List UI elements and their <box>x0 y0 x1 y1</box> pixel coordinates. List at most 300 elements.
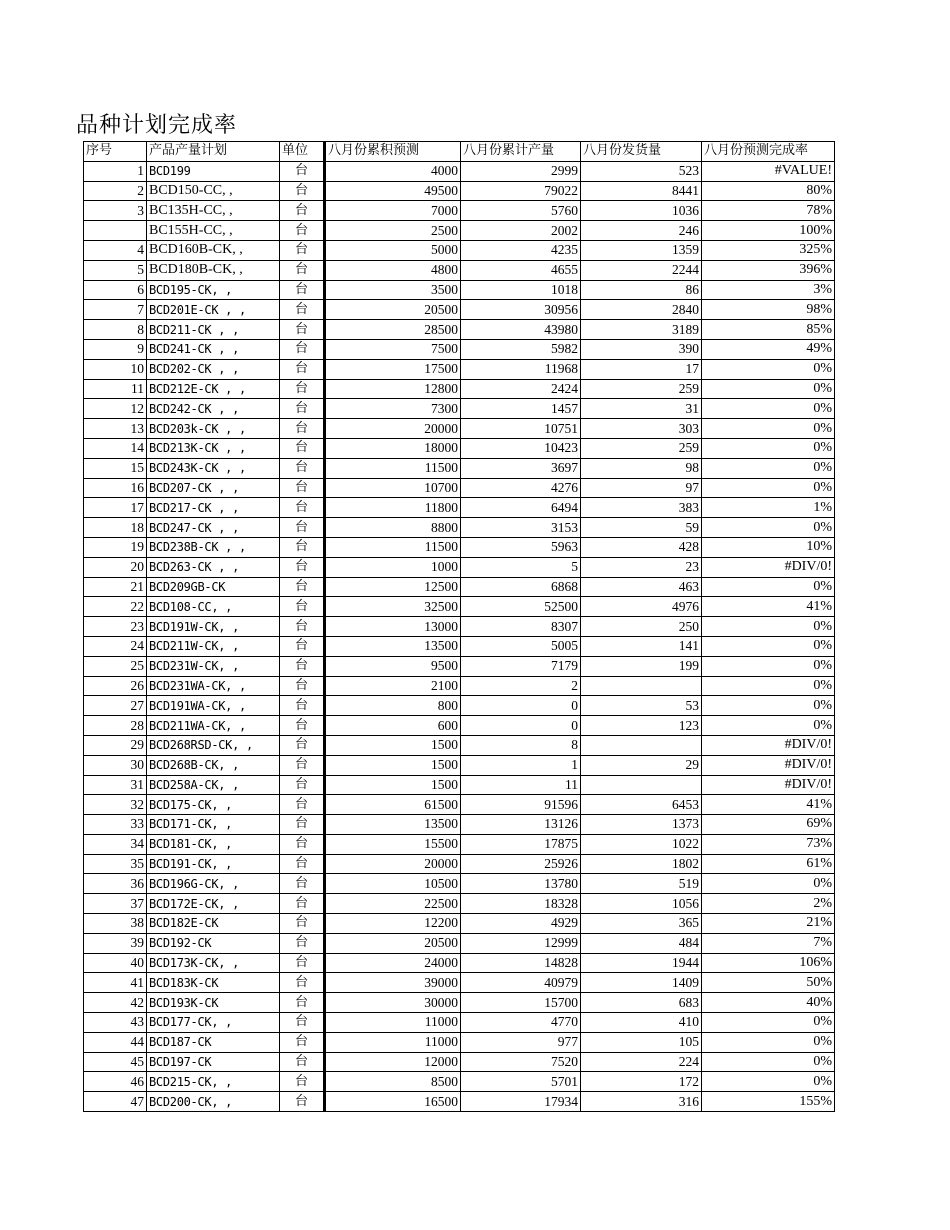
row-seq: 9 <box>84 339 147 359</box>
row-output: 5 <box>461 557 581 577</box>
row-forecast: 13500 <box>325 636 461 656</box>
row-product: BCD175-CK, , <box>147 795 280 815</box>
table-row <box>84 260 835 280</box>
row-product: BCD217-CK , , <box>147 498 280 518</box>
row-forecast: 1500 <box>325 735 461 755</box>
row-unit: 台 <box>280 676 325 696</box>
row-rate: 0% <box>702 438 835 458</box>
row-output: 4929 <box>461 914 581 934</box>
row-shipment: 4976 <box>581 597 702 617</box>
row-rate: 41% <box>702 795 835 815</box>
row-forecast: 1000 <box>325 557 461 577</box>
row-rate: 0% <box>702 359 835 379</box>
row-rate: 0% <box>702 379 835 399</box>
row-shipment: 1036 <box>581 201 702 221</box>
table-row <box>84 933 835 953</box>
row-output: 4770 <box>461 1013 581 1033</box>
row-forecast: 8500 <box>325 1072 461 1092</box>
row-output: 3153 <box>461 518 581 538</box>
row-output: 13780 <box>461 874 581 894</box>
row-forecast: 7000 <box>325 201 461 221</box>
row-forecast: 12200 <box>325 914 461 934</box>
row-product: BCD193K-CK <box>147 993 280 1013</box>
row-output: 1018 <box>461 280 581 300</box>
row-shipment: 365 <box>581 914 702 934</box>
row-rate: 0% <box>702 636 835 656</box>
row-seq: 27 <box>84 696 147 716</box>
row-unit: 台 <box>280 597 325 617</box>
row-unit: 台 <box>280 755 325 775</box>
row-product: BCD209GB-CK <box>147 577 280 597</box>
row-rate: 0% <box>702 676 835 696</box>
row-shipment: 29 <box>581 755 702 775</box>
row-product: BCD215-CK, , <box>147 1072 280 1092</box>
table-row <box>84 755 835 775</box>
row-rate: 61% <box>702 854 835 874</box>
table-row <box>84 636 835 656</box>
row-unit: 台 <box>280 280 325 300</box>
table-row <box>84 834 835 854</box>
row-output: 2999 <box>461 161 581 181</box>
row-product: BCD182E-CK <box>147 914 280 934</box>
row-product: BC155H-CC, , <box>147 221 280 241</box>
row-seq: 38 <box>84 914 147 934</box>
row-seq: 19 <box>84 537 147 557</box>
row-product: BCD213K-CK , , <box>147 438 280 458</box>
table-row <box>84 894 835 914</box>
row-output: 17875 <box>461 834 581 854</box>
row-seq: 16 <box>84 478 147 498</box>
row-product: BCD212E-CK , , <box>147 379 280 399</box>
header-unit: 单位 <box>280 142 325 162</box>
table-row <box>84 914 835 934</box>
row-forecast: 13000 <box>325 617 461 637</box>
row-rate: 78% <box>702 201 835 221</box>
row-shipment: 250 <box>581 617 702 637</box>
row-seq: 37 <box>84 894 147 914</box>
row-forecast: 600 <box>325 716 461 736</box>
row-rate: 0% <box>702 458 835 478</box>
table-row <box>84 775 835 795</box>
row-seq: 29 <box>84 735 147 755</box>
row-output: 17934 <box>461 1092 581 1112</box>
row-output: 4235 <box>461 240 581 260</box>
row-output: 5005 <box>461 636 581 656</box>
table-row <box>84 1092 835 1112</box>
row-shipment: 53 <box>581 696 702 716</box>
row-product: BCD241-CK , , <box>147 339 280 359</box>
row-rate: 0% <box>702 874 835 894</box>
row-seq: 23 <box>84 617 147 637</box>
row-forecast: 49500 <box>325 181 461 201</box>
row-output: 5760 <box>461 201 581 221</box>
row-seq: 15 <box>84 458 147 478</box>
row-forecast: 20500 <box>325 933 461 953</box>
row-product: BCD211WA-CK, , <box>147 716 280 736</box>
row-product: BC135H-CC, , <box>147 201 280 221</box>
table-row <box>84 379 835 399</box>
table-row <box>84 161 835 181</box>
row-rate: 0% <box>702 1032 835 1052</box>
row-shipment: 1409 <box>581 973 702 993</box>
table-row <box>84 795 835 815</box>
table-row <box>84 537 835 557</box>
row-output: 8 <box>461 735 581 755</box>
table-row <box>84 419 835 439</box>
row-seq: 14 <box>84 438 147 458</box>
row-output: 0 <box>461 696 581 716</box>
row-seq: 24 <box>84 636 147 656</box>
row-product: BCD183K-CK <box>147 973 280 993</box>
row-shipment <box>581 676 702 696</box>
row-rate: 98% <box>702 300 835 320</box>
row-shipment: 683 <box>581 993 702 1013</box>
row-unit: 台 <box>280 221 325 241</box>
row-forecast: 3500 <box>325 280 461 300</box>
row-output: 91596 <box>461 795 581 815</box>
row-unit: 台 <box>280 716 325 736</box>
row-rate: 0% <box>702 716 835 736</box>
table-row <box>84 300 835 320</box>
row-rate: 0% <box>702 1072 835 1092</box>
table-row <box>84 320 835 340</box>
row-rate: 10% <box>702 537 835 557</box>
table-row <box>84 201 835 221</box>
row-product: BCD201E-CK , , <box>147 300 280 320</box>
row-shipment: 316 <box>581 1092 702 1112</box>
row-forecast: 10700 <box>325 478 461 498</box>
table-row <box>84 953 835 973</box>
row-rate: 7% <box>702 933 835 953</box>
row-shipment: 17 <box>581 359 702 379</box>
row-forecast: 4800 <box>325 260 461 280</box>
table-row <box>84 399 835 419</box>
row-shipment: 484 <box>581 933 702 953</box>
row-output: 79022 <box>461 181 581 201</box>
row-seq: 22 <box>84 597 147 617</box>
row-rate: #VALUE! <box>702 161 835 181</box>
row-forecast: 22500 <box>325 894 461 914</box>
table-row <box>84 735 835 755</box>
row-forecast: 20000 <box>325 419 461 439</box>
row-rate: 50% <box>702 973 835 993</box>
row-shipment: 141 <box>581 636 702 656</box>
row-unit: 台 <box>280 1013 325 1033</box>
row-seq: 5 <box>84 260 147 280</box>
table-row <box>84 557 835 577</box>
row-rate: 0% <box>702 1052 835 1072</box>
row-product: BCD171-CK, , <box>147 815 280 835</box>
row-product: BCD199 <box>147 161 280 181</box>
row-seq: 35 <box>84 854 147 874</box>
row-unit: 台 <box>280 240 325 260</box>
row-rate: 73% <box>702 834 835 854</box>
row-forecast: 11800 <box>325 498 461 518</box>
row-unit: 台 <box>280 696 325 716</box>
row-unit: 台 <box>280 557 325 577</box>
row-rate: 396% <box>702 260 835 280</box>
row-forecast: 1500 <box>325 775 461 795</box>
row-rate: 325% <box>702 240 835 260</box>
table-row <box>84 1032 835 1052</box>
row-seq: 26 <box>84 676 147 696</box>
row-output: 40979 <box>461 973 581 993</box>
row-output: 11968 <box>461 359 581 379</box>
row-shipment: 2840 <box>581 300 702 320</box>
row-shipment: 31 <box>581 399 702 419</box>
row-shipment: 59 <box>581 518 702 538</box>
row-unit: 台 <box>280 775 325 795</box>
row-unit: 台 <box>280 1032 325 1052</box>
row-output: 6868 <box>461 577 581 597</box>
row-unit: 台 <box>280 399 325 419</box>
row-output: 25926 <box>461 854 581 874</box>
row-rate: 49% <box>702 339 835 359</box>
row-unit: 台 <box>280 201 325 221</box>
row-product: BCD243K-CK , , <box>147 458 280 478</box>
row-product: BCD192-CK <box>147 933 280 953</box>
row-output: 0 <box>461 716 581 736</box>
table-row <box>84 518 835 538</box>
row-shipment: 8441 <box>581 181 702 201</box>
row-unit: 台 <box>280 260 325 280</box>
table-row <box>84 240 835 260</box>
row-unit: 台 <box>280 834 325 854</box>
row-product: BCD268B-CK, , <box>147 755 280 775</box>
row-seq: 45 <box>84 1052 147 1072</box>
row-product: BCD108-CC, , <box>147 597 280 617</box>
row-unit: 台 <box>280 973 325 993</box>
row-forecast: 1500 <box>325 755 461 775</box>
table-row <box>84 577 835 597</box>
row-forecast: 7300 <box>325 399 461 419</box>
row-rate: 0% <box>702 399 835 419</box>
row-unit: 台 <box>280 1052 325 1072</box>
row-unit: 台 <box>280 419 325 439</box>
row-output: 4276 <box>461 478 581 498</box>
row-forecast: 11500 <box>325 458 461 478</box>
row-unit: 台 <box>280 161 325 181</box>
table-row <box>84 854 835 874</box>
header-shipment: 八月份发货量 <box>581 142 702 162</box>
row-rate: #DIV/0! <box>702 557 835 577</box>
row-shipment: 23 <box>581 557 702 577</box>
row-rate: 0% <box>702 518 835 538</box>
row-product: BCD173K-CK, , <box>147 953 280 973</box>
row-forecast: 800 <box>325 696 461 716</box>
row-shipment: 199 <box>581 656 702 676</box>
row-output: 7520 <box>461 1052 581 1072</box>
table-row <box>84 458 835 478</box>
row-unit: 台 <box>280 1092 325 1112</box>
row-product: BCD231W-CK, , <box>147 656 280 676</box>
row-output: 2002 <box>461 221 581 241</box>
row-seq: 11 <box>84 379 147 399</box>
table-row <box>84 973 835 993</box>
row-rate: 3% <box>702 280 835 300</box>
row-shipment: 246 <box>581 221 702 241</box>
row-seq: 43 <box>84 1013 147 1033</box>
row-forecast: 20500 <box>325 300 461 320</box>
row-output: 14828 <box>461 953 581 973</box>
row-shipment: 1359 <box>581 240 702 260</box>
row-forecast: 11000 <box>325 1032 461 1052</box>
table-row <box>84 716 835 736</box>
row-unit: 台 <box>280 181 325 201</box>
row-forecast: 12000 <box>325 1052 461 1072</box>
row-product: BCD197-CK <box>147 1052 280 1072</box>
page-title: 品种计划完成率 <box>76 113 238 138</box>
table-row <box>84 993 835 1013</box>
row-shipment: 259 <box>581 379 702 399</box>
row-seq: 30 <box>84 755 147 775</box>
row-shipment: 383 <box>581 498 702 518</box>
row-unit: 台 <box>280 735 325 755</box>
row-rate: 0% <box>702 1013 835 1033</box>
row-product: BCD268RSD-CK, , <box>147 735 280 755</box>
row-product: BCD187-CK <box>147 1032 280 1052</box>
row-rate: #DIV/0! <box>702 775 835 795</box>
row-shipment <box>581 735 702 755</box>
row-seq: 13 <box>84 419 147 439</box>
row-rate: 106% <box>702 953 835 973</box>
row-seq: 33 <box>84 815 147 835</box>
row-forecast: 16500 <box>325 1092 461 1112</box>
row-forecast: 24000 <box>325 953 461 973</box>
row-output: 52500 <box>461 597 581 617</box>
row-rate: #DIV/0! <box>702 755 835 775</box>
row-shipment: 2244 <box>581 260 702 280</box>
row-unit: 台 <box>280 636 325 656</box>
row-unit: 台 <box>280 894 325 914</box>
row-product: BCD231WA-CK, , <box>147 676 280 696</box>
row-rate: 155% <box>702 1092 835 1112</box>
row-shipment: 303 <box>581 419 702 439</box>
row-unit: 台 <box>280 478 325 498</box>
table-row <box>84 181 835 201</box>
row-output: 2424 <box>461 379 581 399</box>
row-product: BCD191-CK, , <box>147 854 280 874</box>
row-output: 7179 <box>461 656 581 676</box>
row-seq <box>84 221 147 241</box>
row-seq: 46 <box>84 1072 147 1092</box>
row-unit: 台 <box>280 458 325 478</box>
row-seq: 41 <box>84 973 147 993</box>
row-rate: 21% <box>702 914 835 934</box>
row-forecast: 8800 <box>325 518 461 538</box>
table-row <box>84 1013 835 1033</box>
row-unit: 台 <box>280 854 325 874</box>
row-shipment: 428 <box>581 537 702 557</box>
row-seq: 7 <box>84 300 147 320</box>
row-seq: 28 <box>84 716 147 736</box>
row-rate: 2% <box>702 894 835 914</box>
row-shipment: 6453 <box>581 795 702 815</box>
row-unit: 台 <box>280 339 325 359</box>
table-row <box>84 280 835 300</box>
row-forecast: 39000 <box>325 973 461 993</box>
row-unit: 台 <box>280 815 325 835</box>
header-rate: 八月份预测完成率 <box>702 142 835 162</box>
row-output: 1457 <box>461 399 581 419</box>
row-output: 5982 <box>461 339 581 359</box>
table-row <box>84 815 835 835</box>
row-unit: 台 <box>280 320 325 340</box>
row-forecast: 61500 <box>325 795 461 815</box>
row-unit: 台 <box>280 795 325 815</box>
row-product: BCD258A-CK, , <box>147 775 280 795</box>
header-seq: 序号 <box>84 142 147 162</box>
row-rate: 0% <box>702 656 835 676</box>
row-product: BCD160B-CK, , <box>147 240 280 260</box>
row-output: 5701 <box>461 1072 581 1092</box>
table-row <box>84 1072 835 1092</box>
row-product: BCD207-CK , , <box>147 478 280 498</box>
row-seq: 21 <box>84 577 147 597</box>
row-rate: #DIV/0! <box>702 735 835 755</box>
row-forecast: 28500 <box>325 320 461 340</box>
row-forecast: 17500 <box>325 359 461 379</box>
row-product: BCD181-CK, , <box>147 834 280 854</box>
row-shipment: 105 <box>581 1032 702 1052</box>
row-product: BCD202-CK , , <box>147 359 280 379</box>
row-shipment: 123 <box>581 716 702 736</box>
table-row <box>84 597 835 617</box>
row-unit: 台 <box>280 953 325 973</box>
table-row <box>84 438 835 458</box>
row-forecast: 4000 <box>325 161 461 181</box>
row-unit: 台 <box>280 617 325 637</box>
row-output: 2 <box>461 676 581 696</box>
row-rate: 100% <box>702 221 835 241</box>
row-forecast: 18000 <box>325 438 461 458</box>
row-shipment: 1944 <box>581 953 702 973</box>
row-output: 13126 <box>461 815 581 835</box>
row-shipment: 1802 <box>581 854 702 874</box>
row-product: BCD242-CK , , <box>147 399 280 419</box>
row-forecast: 11000 <box>325 1013 461 1033</box>
row-seq: 12 <box>84 399 147 419</box>
row-seq: 8 <box>84 320 147 340</box>
row-output: 11 <box>461 775 581 795</box>
row-shipment <box>581 775 702 795</box>
row-seq: 4 <box>84 240 147 260</box>
row-forecast: 12800 <box>325 379 461 399</box>
row-output: 15700 <box>461 993 581 1013</box>
row-output: 10751 <box>461 419 581 439</box>
row-shipment: 97 <box>581 478 702 498</box>
row-shipment: 172 <box>581 1072 702 1092</box>
header-forecast: 八月份累积预测 <box>325 142 461 162</box>
row-shipment: 86 <box>581 280 702 300</box>
row-output: 1 <box>461 755 581 775</box>
row-shipment: 3189 <box>581 320 702 340</box>
row-shipment: 98 <box>581 458 702 478</box>
row-forecast: 30000 <box>325 993 461 1013</box>
table-row <box>84 656 835 676</box>
row-product: BCD196G-CK, , <box>147 874 280 894</box>
row-product: BCD200-CK, , <box>147 1092 280 1112</box>
row-unit: 台 <box>280 874 325 894</box>
row-product: BCD150-CC, , <box>147 181 280 201</box>
row-unit: 台 <box>280 438 325 458</box>
table-row <box>84 676 835 696</box>
table-row <box>84 221 835 241</box>
row-seq: 40 <box>84 953 147 973</box>
row-seq: 3 <box>84 201 147 221</box>
row-rate: 0% <box>702 478 835 498</box>
row-product: BCD191WA-CK, , <box>147 696 280 716</box>
